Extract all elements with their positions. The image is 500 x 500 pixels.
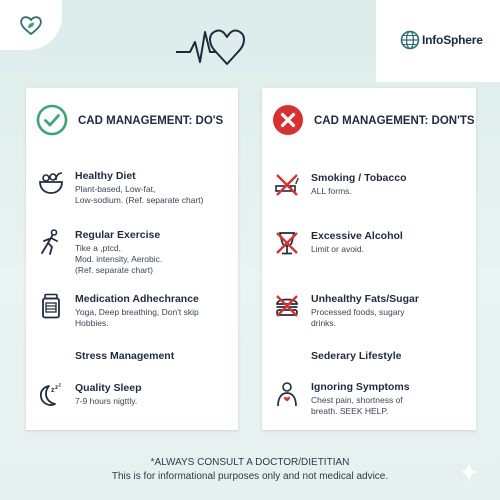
heartbeat-heart-icon xyxy=(174,22,264,68)
disclaimer-footer xyxy=(0,456,500,484)
item-description: Processed foods, sugary drinks. xyxy=(311,307,405,328)
item-description: ALL forms. xyxy=(311,186,352,196)
dos-title: CAD MANAGEMENT: DO'S xyxy=(78,115,224,127)
item-title: Regular Exercise xyxy=(75,229,161,241)
brand-panel xyxy=(376,0,500,82)
item-description: Yoga, Deep breathing, Don't skip Hobbies. xyxy=(75,307,199,328)
running-person-icon xyxy=(38,229,64,255)
item-description: Chest pain, shortness of breath. SEEK HELP. xyxy=(311,395,403,416)
item-title: Unhealthy Fats/Sugar xyxy=(311,293,419,305)
no-burger-icon xyxy=(274,293,300,319)
dos-card xyxy=(26,88,238,430)
item-description: Tike a ,ptcd, Mod. intensity, Aerobic. (Ref. separate chart) xyxy=(75,243,163,275)
svg-text:z: z xyxy=(51,387,55,394)
item-description: Limit or avoid. xyxy=(311,244,364,254)
heart-leaf-logo xyxy=(0,0,62,50)
item-title: Excessive Alcohol xyxy=(311,230,403,242)
item-description: Plant-based, Low-fat, Low-sodium. (Ref. separate chart) xyxy=(75,184,204,205)
disclaimer-line-2: This is for informational purposes only and not medical advice. xyxy=(111,471,389,482)
check-circle-icon xyxy=(36,104,68,136)
item-title: Quality Sleep xyxy=(75,382,142,394)
no-alcohol-icon xyxy=(274,230,300,256)
item-title: Smoking / Tobacco xyxy=(311,172,407,184)
pill-bottle-icon xyxy=(38,293,64,319)
chest-pain-person-icon xyxy=(274,381,300,407)
donts-title: CAD MANAGEMENT: DON'TS xyxy=(314,115,475,127)
disclaimer-line-1: *ALWAYS CONSULT A DOCTOR/DIETITIAN xyxy=(150,457,350,468)
dos-card-header xyxy=(26,88,238,148)
item-title: Sederary Lifestyle xyxy=(311,350,402,362)
moon-sleep-icon xyxy=(38,382,64,408)
item-title: Ignoring Symptoms xyxy=(311,381,410,393)
no-smoking-icon xyxy=(274,172,300,198)
item-title: Stress Management xyxy=(75,350,175,362)
donts-card-header xyxy=(262,88,476,148)
brand-name: InfoSphere xyxy=(422,33,483,47)
donts-card xyxy=(262,88,476,430)
svg-text:z: z xyxy=(58,382,61,389)
item-title: Healthy Diet xyxy=(75,170,136,182)
item-description: 7-9 hours nigttly. xyxy=(75,396,138,406)
x-circle-icon xyxy=(272,104,304,136)
svg-text:z: z xyxy=(55,385,58,391)
sparkle-icon xyxy=(458,461,480,483)
item-title: Medication Adhechrance xyxy=(75,293,199,305)
food-bowl-icon xyxy=(38,170,64,196)
heart-leaf-icon xyxy=(19,14,43,36)
globe-icon xyxy=(400,30,420,50)
